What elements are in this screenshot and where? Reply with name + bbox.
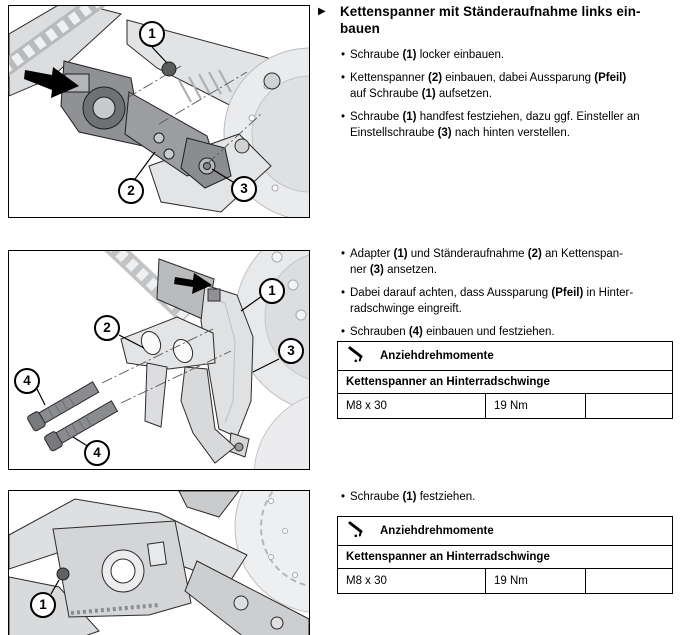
callout-1 xyxy=(139,21,165,47)
bullet-glyph: • xyxy=(341,248,346,260)
bullet-glyph: • xyxy=(341,491,346,503)
torque-wrench-icon xyxy=(348,346,366,364)
callout-1 xyxy=(259,278,285,304)
figure-panel-1 xyxy=(8,5,310,218)
table-subtitle: Kettenspanner an Hinterradschwinge xyxy=(338,546,673,569)
instruction-text: Schraube (1) festziehen. xyxy=(350,491,476,503)
list-item xyxy=(341,246,682,278)
section-marker-icon: ▶ xyxy=(318,6,326,17)
bullet-glyph: • xyxy=(341,111,346,123)
instruction-list xyxy=(318,246,682,340)
figure-panel-2 xyxy=(8,250,310,470)
callout-label: 2 xyxy=(127,183,135,199)
list-item xyxy=(341,47,682,63)
instruction-list xyxy=(318,47,682,141)
section-heading: Kettenspanner mit Ständeraufnahme links ein- bauen xyxy=(340,4,641,36)
list-item xyxy=(341,489,682,505)
bullet-glyph: • xyxy=(341,326,346,338)
list-item xyxy=(341,324,682,340)
table-title: Anziehdrehmomente xyxy=(380,350,494,362)
adapter-notch xyxy=(208,289,220,301)
table-subtitle: Kettenspanner an Hinterradschwinge xyxy=(338,371,673,394)
bullet-glyph: • xyxy=(341,287,346,299)
callout-label: 4 xyxy=(23,373,31,389)
torque-cell: 19 Nm xyxy=(486,394,586,419)
callout-4b xyxy=(84,440,110,466)
adjuster-plate-shape xyxy=(53,521,191,617)
fastener-cell: M8 x 30 xyxy=(338,394,486,419)
callout-2 xyxy=(94,315,120,341)
figure-3-illustration xyxy=(9,491,309,635)
list-item xyxy=(341,285,682,317)
callout-label: 3 xyxy=(240,181,248,197)
instruction-text: Adapter (1) und Ständeraufnahme (2) an Kettenspan- ner (3) ansetzen. xyxy=(350,248,624,276)
empty-cell xyxy=(586,569,673,594)
figure-panel-3 xyxy=(8,490,310,635)
callout-label: 1 xyxy=(148,26,156,42)
bullet-glyph: • xyxy=(341,72,346,84)
empty-cell xyxy=(586,394,673,419)
section-install-tensioner xyxy=(318,3,682,148)
callout-3 xyxy=(278,338,304,364)
section-tighten-screw xyxy=(318,489,682,512)
list-item xyxy=(341,70,682,102)
callout-label: 4 xyxy=(93,445,101,461)
torque-wrench-icon xyxy=(348,521,366,539)
screw-1 xyxy=(57,568,69,580)
frame-bolt xyxy=(235,139,249,153)
axle-bolt xyxy=(264,73,280,89)
instruction-list xyxy=(318,489,682,505)
caliper-shape xyxy=(179,491,239,517)
list-item xyxy=(341,109,682,141)
table-row xyxy=(338,569,673,594)
instruction-text: Dabei darauf achten, dass Aussparung (Pfeil) in Hinter- radschwinge eingreift. xyxy=(350,287,634,315)
screw-1 xyxy=(162,62,176,76)
torque-table-1 xyxy=(337,341,673,419)
callout-3 xyxy=(231,176,257,202)
callout-label: 2 xyxy=(103,320,111,336)
callout-label: 1 xyxy=(268,283,276,299)
torque-cell: 19 Nm xyxy=(486,569,586,594)
bullet-glyph: • xyxy=(341,49,346,61)
instruction-text: Kettenspanner (2) einbauen, dabei Aussparung (Pfeil) auf Schraube (1) aufsetzen. xyxy=(350,72,627,100)
instruction-text: Schrauben (4) einbauen und festziehen. xyxy=(350,326,555,338)
fastener-cell: M8 x 30 xyxy=(338,569,486,594)
callout-1 xyxy=(30,592,56,618)
torque-table-2 xyxy=(337,516,673,594)
table-title: Anziehdrehmomente xyxy=(380,525,494,537)
callout-label: 3 xyxy=(287,343,295,359)
callout-2 xyxy=(118,178,144,204)
callout-label: 1 xyxy=(39,597,47,613)
callout-4a xyxy=(14,368,40,394)
instruction-text: Schraube (1) locker einbauen. xyxy=(350,49,505,61)
table-row xyxy=(338,394,673,419)
section-adapter-stand-mount xyxy=(318,246,682,347)
instruction-text: Schraube (1) handfest festziehen, dazu ggf. Einsteller an Einstellschraube (3) nach hinten verstellen. xyxy=(350,111,640,139)
